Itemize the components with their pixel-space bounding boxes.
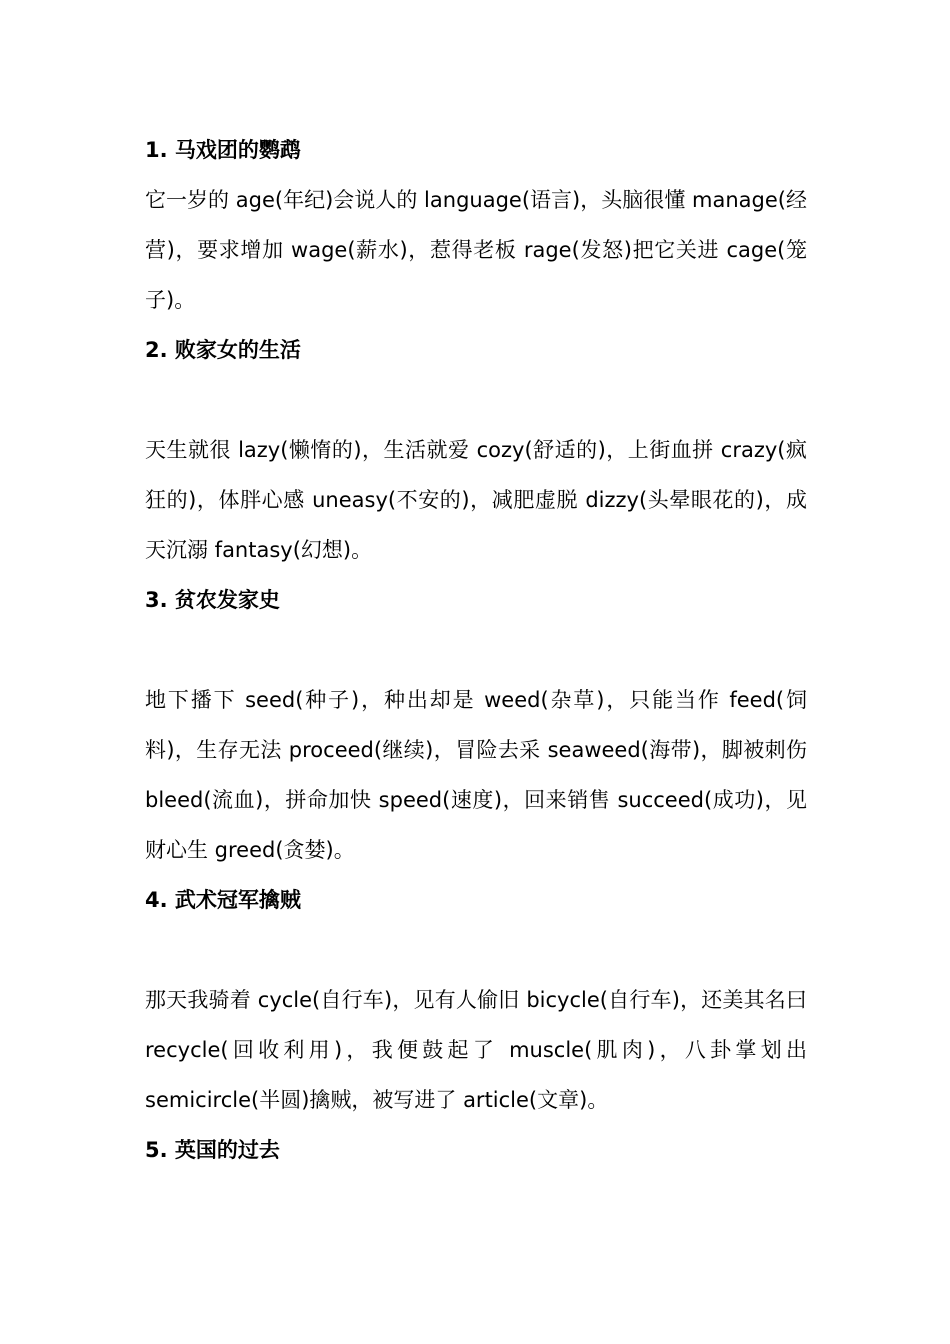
- document-page: [145, 125, 807, 1175]
- blank-line: [145, 625, 807, 675]
- blank-line: [145, 375, 807, 425]
- section-3-body: 地下播下 seed(种子)，种出却是 weed(杂草)，只能当作 feed(饲料)，生存无法 proceed(继续)，冒险去采 seaweed(海带)，脚被刺伤 bleed(流血)，拼命加快 speed(速度)，回来销售 succeed(成功)，见财心生 greed(贪婪)。: [145, 688, 807, 862]
- section-2-body: 天生就很 lazy(懒惰的)，生活就爱 cozy(舒适的)，上街血拼 crazy(疯狂的)，体胖心感 uneasy(不安的)，减肥虚脱 dizzy(头晕眼花的)，成天沉溺 fantasy(幻想)。: [145, 438, 807, 562]
- section-3-title: 3. 贫农发家史: [145, 588, 280, 612]
- section-1-body: 它一岁的 age(年纪)会说人的 language(语言)，头脑很懂 manage(经营)，要求增加 wage(薪水)，惹得老板 rage(发怒)把它关进 cage(笼子)。: [145, 188, 807, 312]
- section-1-title: 1. 马戏团的鹦鹉: [145, 138, 301, 162]
- blank-line: [145, 925, 807, 975]
- section-4-title: 4. 武术冠军擒贼: [145, 888, 301, 912]
- section-5-title: 5. 英国的过去: [145, 1138, 280, 1162]
- section-2-title: 2. 败家女的生活: [145, 338, 301, 362]
- section-4-body: 那天我骑着 cycle(自行车)，见有人偷旧 bicycle(自行车)，还美其名曰 recycle(回收利用)，我便鼓起了 muscle(肌肉)，八卦掌划出 semicircle(半圆)擒贼，被写进了 article(文章)。: [145, 988, 807, 1112]
